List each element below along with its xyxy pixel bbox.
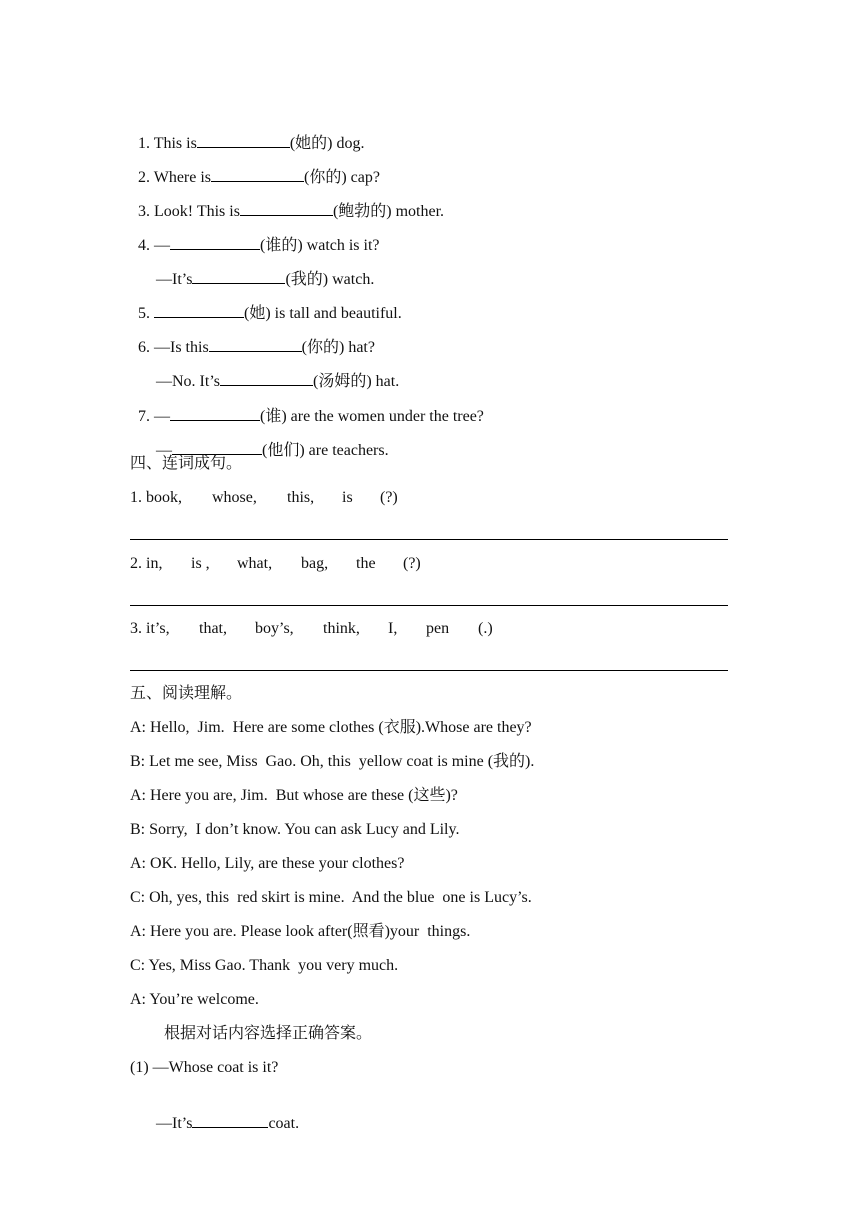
scramble-word: 1. book, xyxy=(130,489,182,506)
fill-q3-hint: (鲍勃的) mother. xyxy=(332,203,445,220)
fill-q4b-hint: (我的) watch. xyxy=(285,271,375,288)
fill-q1-hint: (她的) dog. xyxy=(289,135,365,152)
answer-blank[interactable] xyxy=(197,133,290,148)
answer-blank[interactable] xyxy=(170,406,260,421)
scramble-word: I, xyxy=(388,620,398,637)
fill-q2-prefix: 2. Where is xyxy=(138,169,212,186)
fill-q5-prefix: 5. xyxy=(138,305,154,322)
scramble-word: (?) xyxy=(403,555,421,572)
dialogue-line: A: Hello, Jim. Here are some clothes (衣服).Whose are they? xyxy=(130,719,532,736)
scramble-word: 2. in, xyxy=(130,555,163,572)
dialogue-line: A: Here you are, Jim. But whose are these (这些)? xyxy=(130,787,458,804)
fill-q7a-hint: (谁) are the women under the tree? xyxy=(260,408,484,425)
scramble-word: is xyxy=(342,489,353,506)
fill-q6b-hint: (汤姆的) hat. xyxy=(313,373,400,390)
dialogue-line: A: You’re welcome. xyxy=(130,991,259,1008)
fill-q1-prefix: 1. This is xyxy=(138,135,197,152)
dialogue-line: A: Here you are. Please look after(照看)your things. xyxy=(130,923,471,940)
scramble-word: pen xyxy=(426,620,450,637)
fill-q3-prefix: 3. Look! This is xyxy=(138,203,240,220)
dialogue-line: B: Let me see, Miss Gao. Oh, this yellow coat is mine (我的). xyxy=(130,753,535,770)
scramble-word: think, xyxy=(323,620,360,637)
answer-blank[interactable] xyxy=(240,201,333,216)
scramble-word: (.) xyxy=(478,620,493,637)
answer-blank[interactable] xyxy=(220,371,313,386)
answer-blank[interactable] xyxy=(192,269,285,284)
fill-q4b-prefix: —It’s xyxy=(156,271,193,288)
reading-instruction: 根据对话内容选择正确答案。 xyxy=(164,1025,373,1042)
scramble-word: whose, xyxy=(212,489,257,506)
fill-q7a-prefix: 7. — xyxy=(138,408,170,425)
scramble-word: bag, xyxy=(301,555,329,572)
reading-q1-answer-suffix: coat. xyxy=(268,1115,300,1132)
fill-q6a-prefix: 6. —Is this xyxy=(138,339,209,356)
dialogue-line: B: Sorry, I don’t know. You can ask Lucy and Lily. xyxy=(130,821,460,838)
fill-q7b-prefix: — xyxy=(156,442,172,459)
answer-line[interactable] xyxy=(130,605,728,606)
answer-blank[interactable] xyxy=(172,440,262,455)
scramble-word: the xyxy=(356,555,376,572)
scramble-word: boy’s, xyxy=(255,620,294,637)
dialogue-line: C: Oh, yes, this red skirt is mine. And the blue one is Lucy’s. xyxy=(130,889,532,906)
answer-blank[interactable] xyxy=(209,337,302,352)
reading-q1-answer xyxy=(148,1093,299,1134)
answer-blank[interactable] xyxy=(154,303,244,318)
answer-line[interactable] xyxy=(130,539,728,540)
reading-q1-answer-prefix: —It’s xyxy=(156,1115,193,1132)
answer-blank[interactable] xyxy=(211,167,304,182)
fill-q6b-prefix: —No. It’s xyxy=(156,373,220,390)
fill-q7b-hint: (他们) are teachers. xyxy=(262,442,389,459)
answer-blank[interactable] xyxy=(192,1113,268,1128)
scramble-word: this, xyxy=(287,489,315,506)
answer-line[interactable] xyxy=(130,670,728,671)
dialogue-line: A: OK. Hello, Lily, are these your clothes? xyxy=(130,855,405,872)
scramble-word: that, xyxy=(199,620,227,637)
fill-q6a-hint: (你的) hat? xyxy=(301,339,375,356)
fill-q2-hint: (你的) cap? xyxy=(304,169,380,186)
reading-q1-question: (1) —Whose coat is it? xyxy=(130,1059,279,1076)
scramble-word: what, xyxy=(237,555,273,572)
fill-q4a-hint: (谁的) watch is it? xyxy=(260,237,380,254)
scramble-word: 3. it’s, xyxy=(130,620,170,637)
scramble-word: is , xyxy=(191,555,210,572)
section4-heading: 四、连词成句。 xyxy=(130,455,243,472)
fill-q4a-prefix: 4. — xyxy=(138,237,170,254)
scramble-word: (?) xyxy=(380,489,398,506)
dialogue-line: C: Yes, Miss Gao. Thank you very much. xyxy=(130,957,399,974)
answer-blank[interactable] xyxy=(170,235,260,250)
section5-heading: 五、阅读理解。 xyxy=(130,685,243,702)
fill-q5-hint: (她) is tall and beautiful. xyxy=(244,305,402,322)
